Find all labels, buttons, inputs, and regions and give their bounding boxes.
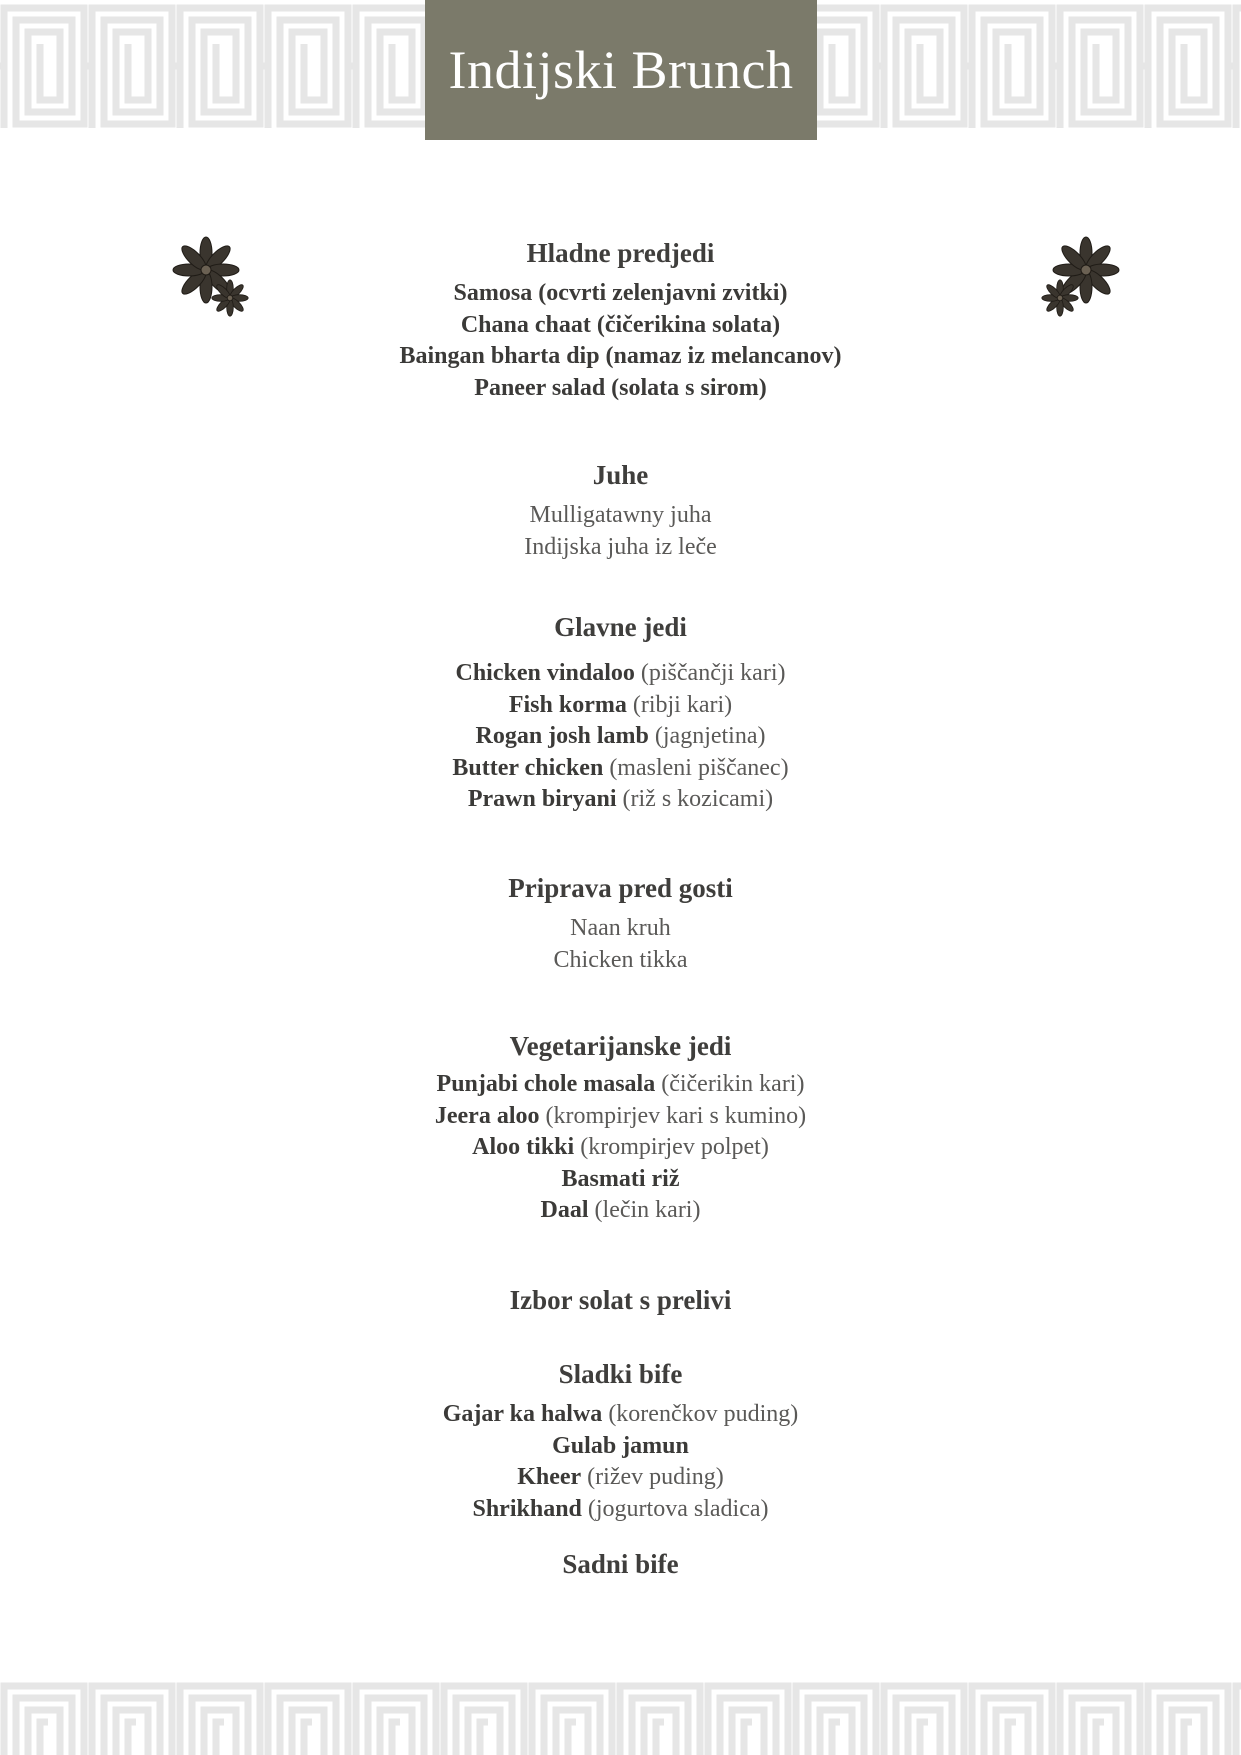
menu-item: Jeera aloo (krompirjev kari s kumino)	[434, 1102, 807, 1129]
section-cold-starters	[0, 236, 1241, 404]
menu-item: Gulab jamun	[552, 1432, 689, 1459]
menu-item: Basmati riž	[561, 1165, 680, 1192]
section-vegetarian	[0, 1029, 1241, 1227]
section-fruit-buffet	[0, 1547, 1241, 1581]
section-soups	[0, 458, 1241, 563]
menu-item: Baingan bharta dip (namaz iz melancanov)	[399, 343, 842, 369]
menu-item: Samosa (ocvrti zelenjavni zvitki)	[453, 280, 788, 306]
section-title: Priprava pred gosti	[508, 873, 733, 903]
menu-item: Gajar ka halwa (korenčkov puding)	[442, 1401, 799, 1427]
section-title: Izbor solat s prelivi	[509, 1285, 732, 1315]
menu-item: Daal (lečin kari)	[540, 1197, 701, 1223]
menu-item: Indijska juha iz leče	[524, 533, 717, 560]
menu-item: Rogan josh lamb (jagnjetina)	[475, 723, 766, 749]
menu-item: Aloo tikki (krompirjev polpet)	[472, 1134, 769, 1160]
menu-item: Paneer salad (solata s sirom)	[474, 374, 767, 401]
section-title: Sladki bife	[558, 1359, 683, 1389]
menu-item: Kheer (rižev puding)	[517, 1464, 724, 1490]
title-banner	[425, 0, 817, 140]
menu-item: Chicken vindaloo (piščančji kari)	[455, 660, 786, 686]
menu-item: Shrikhand (jogurtova sladica)	[472, 1495, 769, 1522]
menu-item: Chicken tikka	[553, 946, 688, 973]
menu-item: Chana chaat (čičerikina solata)	[460, 311, 781, 338]
section-title: Sadni bife	[562, 1549, 679, 1579]
section-dessert-buffet	[0, 1357, 1241, 1525]
menu-item: Punjabi chole masala (čičerikin kari)	[436, 1071, 805, 1097]
menu-item: Prawn biryani (riž s kozicami)	[467, 786, 774, 812]
page-title: Indijski Brunch	[448, 40, 794, 100]
section-title: Juhe	[592, 460, 649, 490]
menu-item: Mulligatawny juha	[529, 502, 712, 528]
section-title: Glavne jedi	[554, 612, 687, 642]
section-live-cooking	[0, 871, 1241, 976]
menu-item: Naan kruh	[570, 915, 671, 941]
section-title: Vegetarijanske jedi	[509, 1031, 732, 1061]
bottom-pattern-band	[0, 1678, 1241, 1755]
section-title: Hladne predjedi	[526, 238, 715, 268]
section-salads	[0, 1283, 1241, 1317]
section-main-dishes	[0, 610, 1241, 816]
menu-item: Fish korma (ribji kari)	[508, 691, 733, 718]
menu-item: Butter chicken (masleni piščanec)	[452, 754, 789, 781]
